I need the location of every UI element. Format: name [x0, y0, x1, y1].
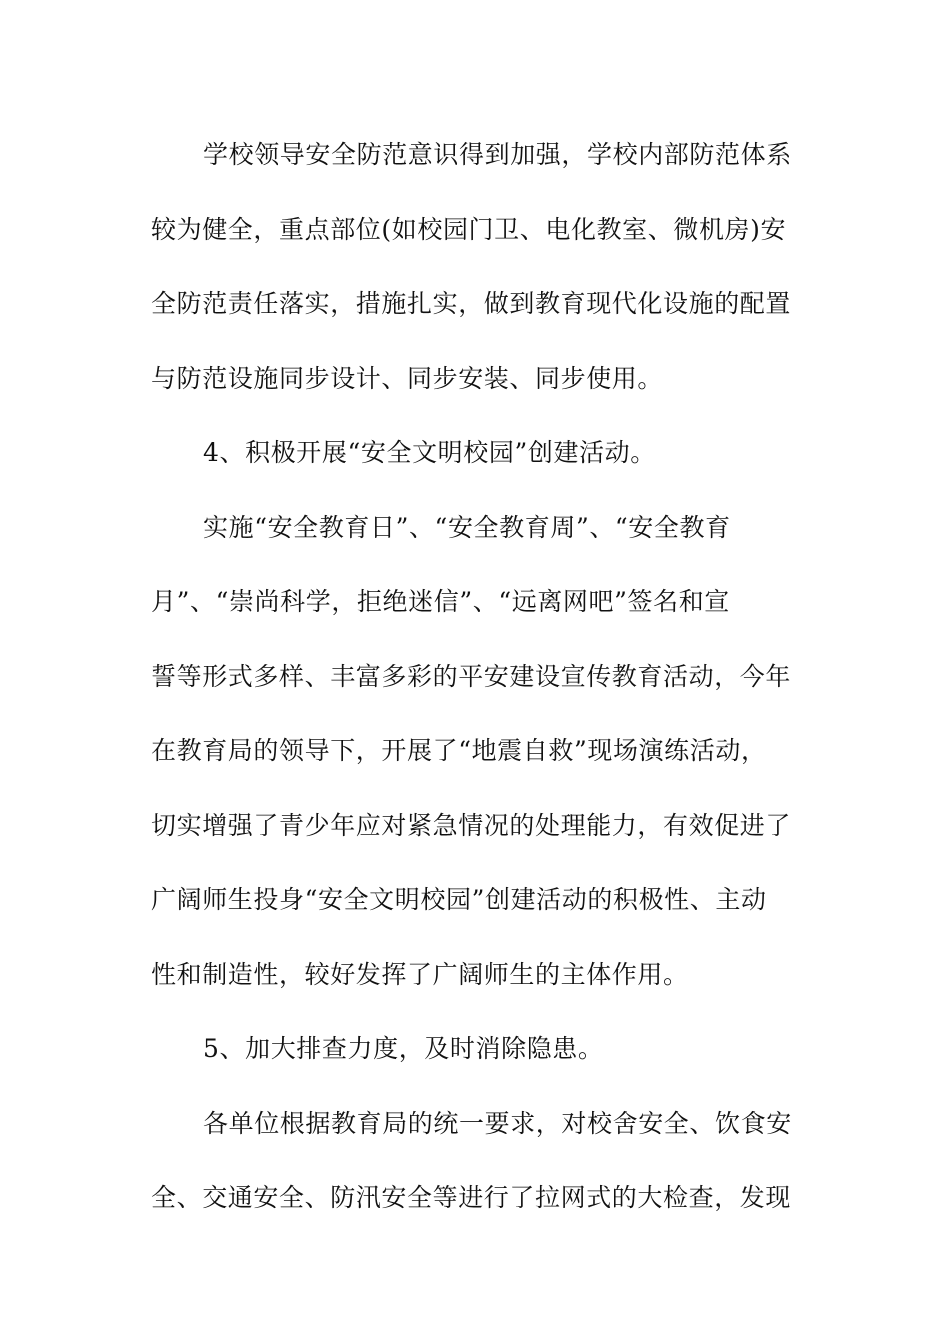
- paragraph-line: 月”、“崇尚科学，拒绝迷信”、“远离网吧”签名和宣: [151, 587, 730, 616]
- document-body: [151, 127, 791, 1245]
- paragraph-line: 全、交通安全、防汛安全等进行了拉网式的大检查，发现: [151, 1183, 792, 1212]
- paragraph-line: 切实增强了青少年应对紧急情况的处理能力，有效促进了: [151, 810, 792, 840]
- paragraph-line: 广阔师生投身“安全文明校园”创建活动的积极性、主动: [151, 885, 767, 914]
- paragraph-line: 各单位根据教育局的统一要求，对校舍安全、饮食安: [203, 1108, 792, 1138]
- paragraph-line: 较为健全，重点部位(如校园门卫、电化教室、微机房)安: [151, 214, 787, 244]
- paragraph-line: 性和制造性，较好发挥了广阔师生的主体作用。: [151, 959, 689, 989]
- paragraph-line: 在教育局的领导下，开展了“地震自救”现场演练活动，: [151, 736, 767, 765]
- paragraph-line: 与防范设施同步设计、同步安装、同步使用。: [151, 363, 664, 393]
- paragraph-line: 全防范责任落实，措施扎实，做到教育现代化设施的配置: [151, 289, 792, 318]
- paragraph-line: 学校领导安全防范意识得到加强，学校内部防范体系: [203, 140, 792, 169]
- paragraph-line: 誓等形式多样、丰富多彩的平安建设宣传教育活动，今年: [151, 661, 792, 691]
- paragraph-line: 实施“安全教育日”、“安全教育周”、“安全教育: [203, 512, 731, 542]
- section-heading-4: 4、积极开展“安全文明校园”创建活动。: [203, 438, 656, 467]
- section-heading-5: 5、加大排查力度，及时消除隐患。: [203, 1034, 604, 1063]
